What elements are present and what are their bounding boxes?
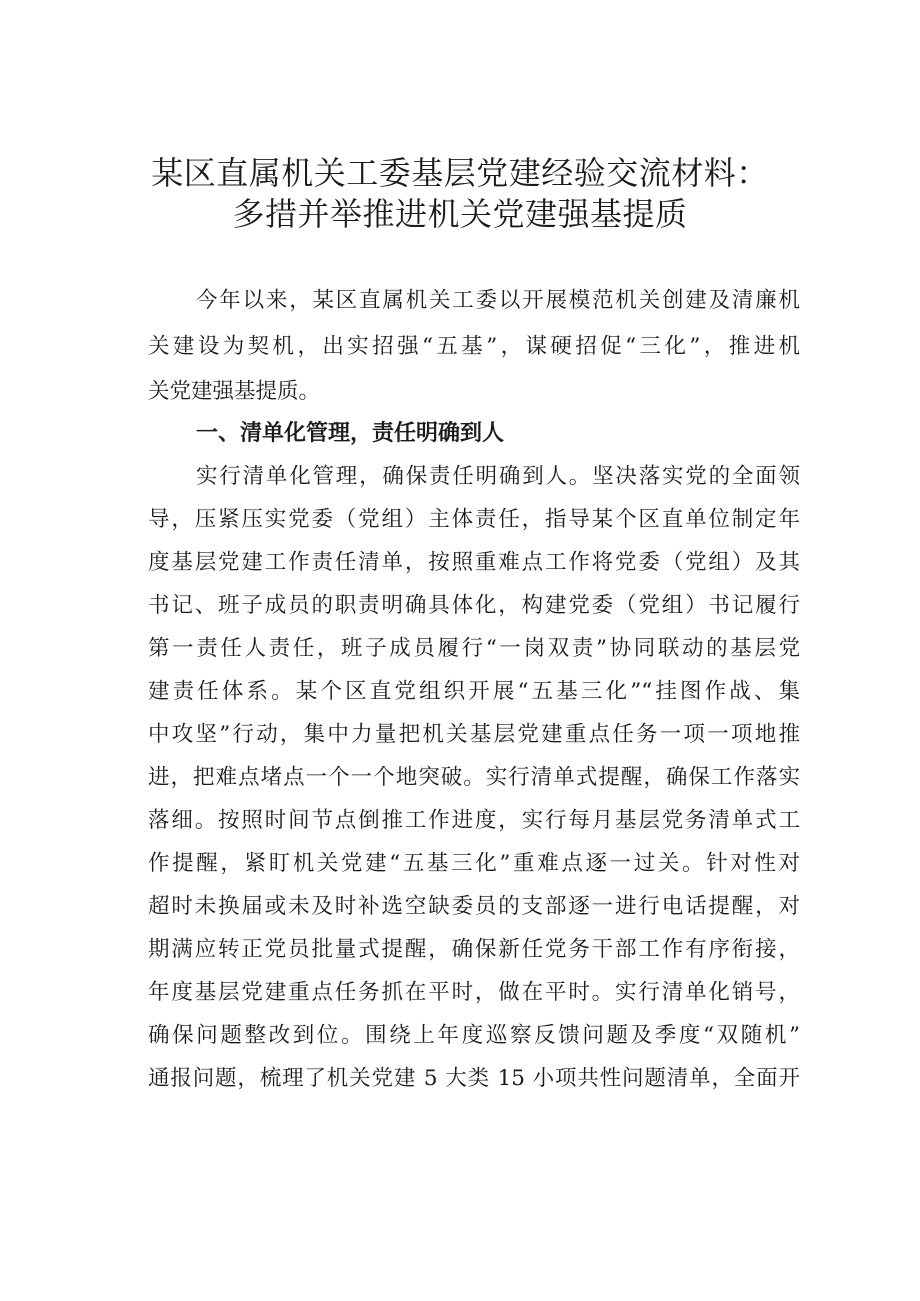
section-1-paragraph-line: 落细。按照时间节点倒推工作进度，实行每月基层党务清单式工 — [148, 808, 800, 833]
document-title-line-2: 多措并举推进机关党建强基提质 — [232, 195, 688, 233]
section-1-paragraph-line: 超时未换届或未及时补选空缺委员的支部逐一进行电话提醒，对 — [148, 894, 800, 919]
intro-paragraph-line: 今年以来，某区直属机关工委以开展模范机关创建及清廉机 — [196, 288, 800, 313]
section-1-paragraph-line: 确保问题整改到位。围绕上年度巡察反馈问题及季度“双随机” — [148, 1023, 800, 1048]
intro-paragraph-line: 关党建强基提质。 — [148, 379, 321, 404]
section-1-heading: 一、清单化管理，责任明确到人 — [196, 421, 505, 446]
section-1-paragraph-line: 建责任体系。某个区直党组织开展“五基三化”“挂图作战、集 — [148, 679, 800, 704]
section-1-paragraph-line: 第一责任人责任，班子成员履行“一岗双责”协同联动的基层党 — [148, 636, 800, 661]
section-1-paragraph-line: 实行清单化管理，确保责任明确到人。坚决落实党的全面领 — [196, 464, 800, 489]
section-1-paragraph-line: 书记、班子成员的职责明确具体化，构建党委（党组）书记履行 — [148, 593, 800, 618]
section-1-paragraph-line: 度基层党建工作责任清单，按照重难点工作将党委（党组）及其 — [148, 550, 800, 575]
section-1-paragraph-line: 通报问题，梳理了机关党建 5 大类 15 小项共性问题清单，全面开 — [148, 1066, 800, 1091]
section-1-paragraph-line: 期满应转正党员批量式提醒，确保新任党务干部工作有序衔接， — [148, 937, 800, 962]
section-1-paragraph-line: 年度基层党建重点任务抓在平时，做在平时。实行清单化销号， — [148, 980, 800, 1005]
section-1-paragraph-line: 中攻坚”行动，集中力量把机关基层党建重点任务一项一项地推 — [148, 722, 800, 747]
intro-paragraph-line: 关建设为契机，出实招强“五基”，谋硬招促“三化”，推进机 — [148, 334, 800, 359]
section-1-paragraph-line: 作提醒，紧盯机关党建“五基三化”重难点逐一过关。针对性对 — [148, 851, 800, 876]
document-title-line-1: 某区直属机关工委基层党建经验交流材料： — [151, 154, 769, 192]
section-1-paragraph-line: 导，压紧压实党委（党组）主体责任，指导某个区直单位制定年 — [148, 507, 800, 532]
section-1-paragraph-line: 进，把难点堵点一个一个地突破。实行清单式提醒，确保工作落实 — [148, 765, 800, 790]
